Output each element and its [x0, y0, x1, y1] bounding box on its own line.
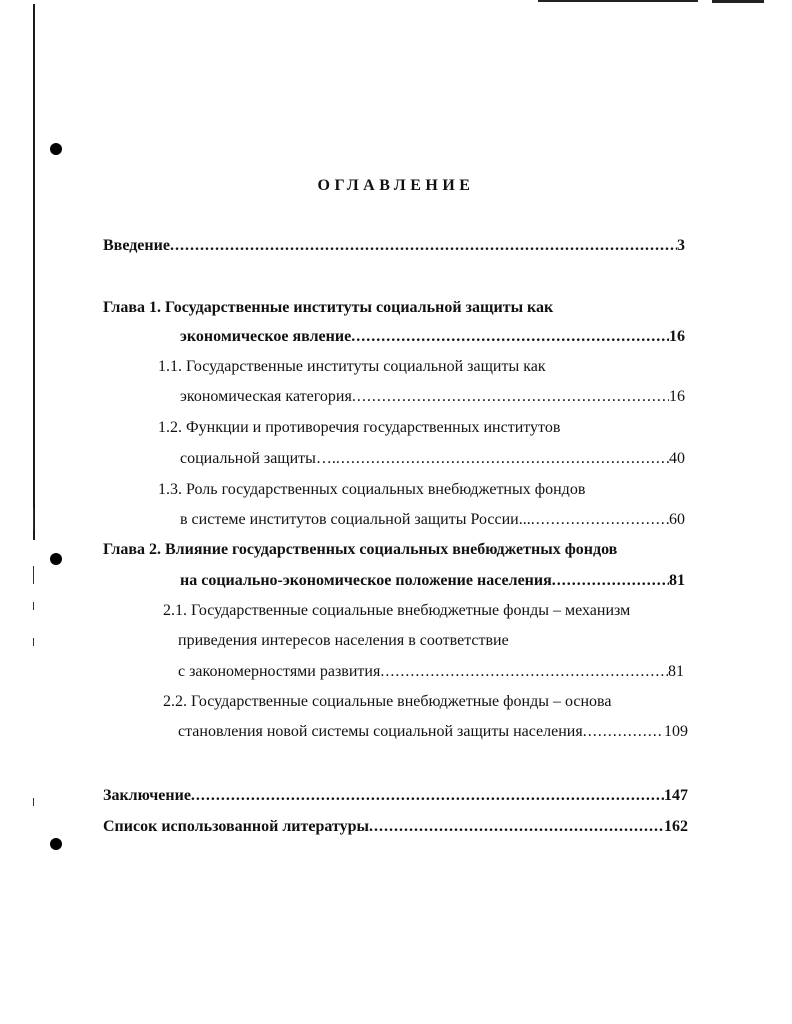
toc-leader-dots: [583, 722, 664, 742]
scan-top-rule: [712, 0, 764, 3]
page-title: ОГЛАВЛЕНИЕ: [317, 177, 475, 194]
toc-entry-label: экономическое явление: [180, 328, 352, 345]
toc-entry-section-1-3-title: 1.3. Роль государственных социальных внебюджетных фондов: [158, 481, 586, 498]
toc-entry-section-1-2[interactable]: [180, 449, 685, 469]
toc-entry-section-1-1[interactable]: [180, 387, 685, 407]
toc-entry-page: 109: [664, 723, 688, 740]
toc-leader-dots: [351, 327, 669, 347]
scan-tick: [33, 798, 34, 806]
toc-entry-label: экономическая категория: [180, 388, 352, 405]
toc-entry-page: 147: [664, 787, 688, 804]
toc-entry-label: в системе институтов социальной защиты России...: [180, 511, 531, 528]
punch-hole: [50, 143, 62, 155]
toc-leader-dots: [352, 387, 669, 407]
scan-edge-line: [33, 4, 35, 540]
toc-entry-chapter-2-title: Глава 2. Влияние государственных социальных внебюджетных фондов: [103, 541, 618, 558]
toc-entry-chapter-1-title: Глава 1. Государственные институты социальной защиты как: [103, 299, 554, 316]
toc-leader-dots: [552, 571, 669, 591]
toc-entry-introduction[interactable]: [103, 236, 685, 256]
toc-entry-label: социальной защиты….: [180, 450, 336, 467]
toc-leader-dots: [336, 449, 669, 469]
toc-entry-section-2-1-title: 2.1. Государственные социальные внебюджетные фонды – механизм: [163, 602, 631, 619]
toc-entry-section-1-3[interactable]: [180, 510, 685, 530]
toc-entry-page: 16: [669, 388, 685, 405]
toc-entry-chapter-1[interactable]: [180, 327, 685, 347]
toc-entry-section-2-1[interactable]: [178, 662, 684, 682]
toc-entry-section-1-2-title: 1.2. Функции и противоречия государственных институтов: [158, 419, 561, 436]
punch-hole: [50, 553, 62, 565]
toc-leader-dots: [170, 236, 677, 256]
toc-entry-label: на социально-экономическое положение населения: [180, 572, 552, 589]
toc-entry-label: Введение: [103, 237, 170, 254]
punch-hole: [50, 838, 62, 850]
toc-entry-page: 60: [669, 511, 685, 528]
toc-leader-dots: [380, 662, 668, 682]
toc-entry-label: становления новой системы социальной защиты населения: [178, 723, 583, 740]
toc-entry-page: 81: [668, 663, 684, 680]
toc-entry-bibliography[interactable]: [103, 817, 688, 837]
toc-entry-chapter-2[interactable]: [180, 571, 685, 591]
toc-entry-page: 81: [669, 572, 685, 589]
toc-entry-page: 3: [677, 237, 685, 254]
scan-tick: [33, 566, 34, 584]
scan-tick: [33, 602, 34, 610]
toc-leader-dots: [531, 510, 669, 530]
toc-entry-section-1-1-title: 1.1. Государственные институты социальной защиты как: [158, 358, 546, 375]
toc-entry-section-2-2[interactable]: [178, 722, 688, 742]
toc-entry-page: 40: [669, 450, 685, 467]
toc-leader-dots: [191, 786, 664, 806]
toc-entry-page: 16: [669, 328, 685, 345]
scan-tick: [33, 508, 34, 530]
toc-entry-label: с закономерностями развития: [178, 663, 381, 680]
scan-top-rule: [538, 0, 698, 2]
toc-entry-conclusion[interactable]: [103, 786, 688, 806]
toc-entry-section-2-1-title-cont: приведения интересов населения в соответствие: [178, 632, 509, 649]
toc-entry-label: Заключение: [103, 787, 191, 804]
toc-leader-dots: [369, 817, 664, 837]
toc-entry-section-2-2-title: 2.2. Государственные социальные внебюджетные фонды – основа: [163, 693, 612, 710]
toc-entry-label: Список использованной литературы: [103, 818, 369, 835]
toc-entry-page: 162: [664, 818, 688, 835]
scan-tick: [33, 638, 34, 646]
